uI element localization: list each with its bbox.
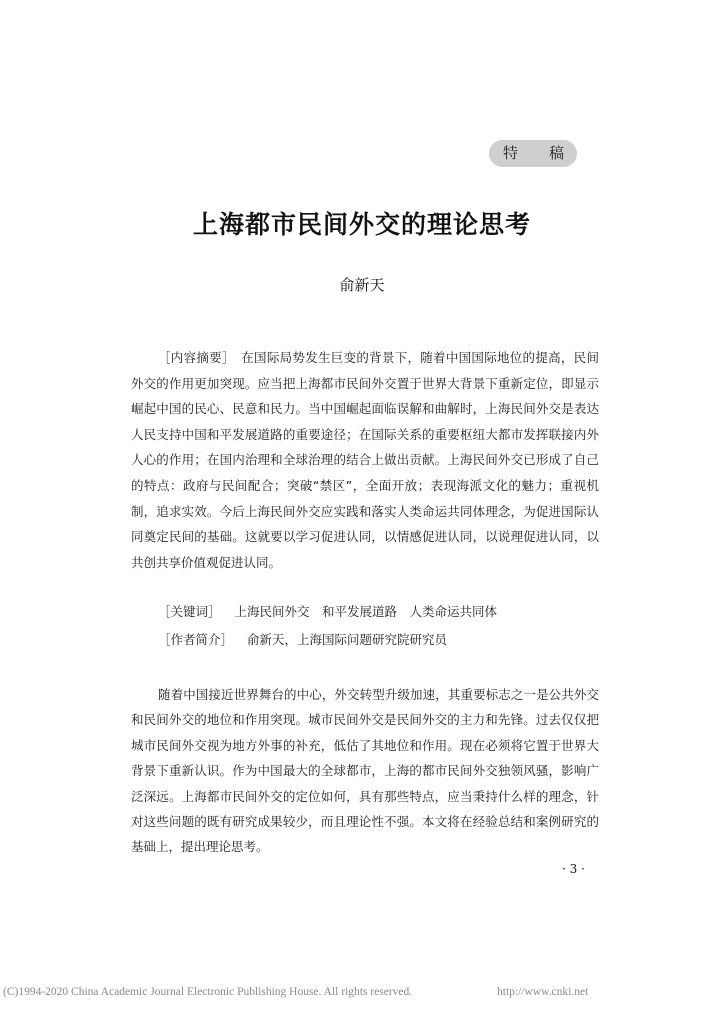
article-title: 上海都市民间外交的理论思考 bbox=[192, 210, 531, 239]
column-badge-char-1: 特 bbox=[503, 144, 519, 162]
footer-url[interactable]: http://www.cnki.net bbox=[497, 986, 589, 998]
abstract-text: 在国际局势发生巨变的背景下，随着中国国际地位的提高，民间外交的作用更加突现。应当把上海都市民间外交置于世界大背景下重新定位，即显示崛起中国的民心、民意和民力。当中国崛起面临误解和曲解时，上海民间外交是表达人民支持中国和平发展道路的重要途径；在国际关系的重要枢纽大都市发挥联接内外人心的作用；在国内治理和全球治理的结合上做出贡献。上海民间外交已形成了自己的特点：政府与民间配合；突破“禁区”，全面开放；表现海派文化的魅力；重视机制，追求实效。今后上海民间外交应实践和落实人类命运共同体理念，为促进国际认同奠定民间的基础。这就要以学习促进认同，以情感促进认同，以说理促进认同，以共创共享价值观促进认同。 bbox=[131, 350, 599, 570]
keywords-text: 上海民间外交 和平发展道路 人类命运共同体 bbox=[234, 604, 498, 619]
keywords-label: ［关键词］ bbox=[158, 604, 221, 619]
author-intro bbox=[158, 630, 447, 648]
abstract bbox=[131, 345, 599, 575]
abstract-paragraph bbox=[131, 345, 599, 575]
keywords bbox=[158, 602, 497, 620]
footer-copyright: (C)1994-2020 China Academic Journal Electronic Publishing House. All rights reserved. bbox=[3, 986, 413, 998]
author-intro-label: ［作者简介］ bbox=[158, 632, 234, 647]
page-number: · 3 · bbox=[562, 862, 585, 876]
author-intro-text: 俞新天，上海国际问题研究院研究员 bbox=[247, 632, 448, 647]
body-paragraph: 随着中国接近世界舞台的中心，外交转型升级加速，其重要标志之一是公共外交和民间外交的地位和作用突现。城市民间外交是民间外交的主力和先锋。过去仅仅把城市民间外交视为地方外事的补充，低估了其地位和作用。现在必须将它置于世界大背景下重新认识。作为中国最大的全球都市，上海的都市民间外交独领风骚，影响广泛深远。上海都市民间外交的定位如何，具有那些特点，应当秉持什么样的理念，针对这些问题的既有研究成果较少，而且理论性不强。本文将在经验总结和案例研究的基础上，提出理论思考。 bbox=[131, 687, 599, 855]
abstract-label: ［内容摘要］ bbox=[158, 350, 229, 365]
author-name: 俞新天 bbox=[339, 276, 385, 294]
column-badge-char-2: 稿 bbox=[549, 144, 565, 162]
column-badge bbox=[489, 140, 577, 167]
